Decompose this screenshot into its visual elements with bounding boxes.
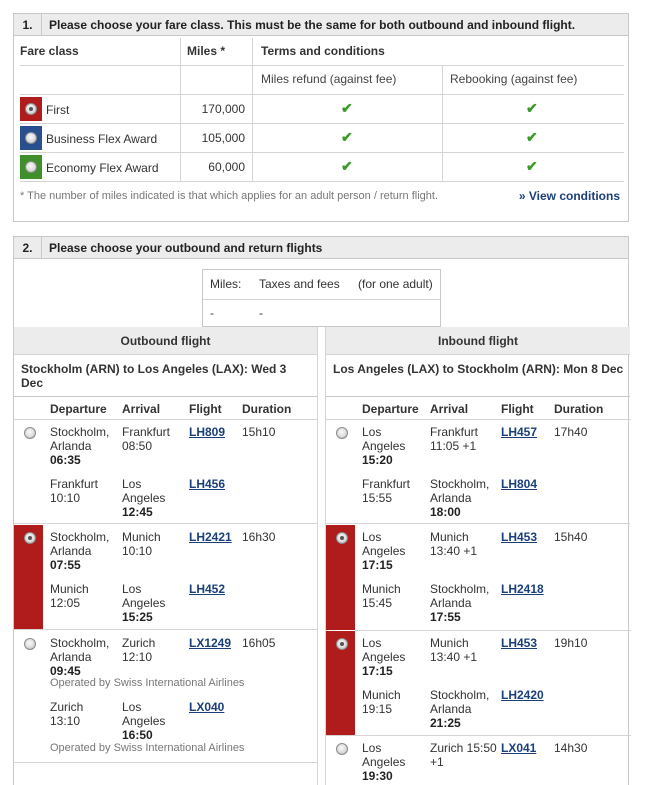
- rebook-column-header: Rebooking (against fee): [450, 72, 578, 86]
- departure-time: 07:55: [50, 558, 81, 572]
- inbound-option-selected[interactable]: [326, 525, 630, 630]
- outbound-option[interactable]: [14, 420, 317, 524]
- departure-place: Stockholm, Arlanda: [50, 425, 110, 453]
- flight-number-link[interactable]: LH809: [189, 425, 226, 439]
- arrival-cell: [122, 700, 184, 742]
- departure-place: Stockholm, Arlanda: [50, 636, 110, 664]
- fare-label: Business Flex Award: [46, 132, 158, 146]
- outbound-option-radio[interactable]: [24, 532, 36, 544]
- departure-time: 19:30: [362, 769, 393, 783]
- flight-header: Flight: [501, 402, 534, 416]
- arrival-cell: [430, 477, 498, 519]
- check-icon: ✔: [526, 158, 538, 174]
- fare-class-column-header: Fare class: [20, 44, 79, 58]
- departure-header: Departure: [362, 402, 419, 416]
- departure-cell: Frankfurt 15:55: [362, 477, 411, 505]
- inbound-option-radio[interactable]: [336, 427, 348, 439]
- departure-cell: [50, 636, 120, 678]
- inbound-option-radio[interactable]: [336, 638, 348, 650]
- arrival-cell: Munich 13:40 +1: [430, 530, 478, 558]
- departure-time: 17:15: [362, 558, 393, 572]
- inbound-option-selected[interactable]: [326, 631, 630, 735]
- miles-label: Miles:: [210, 277, 242, 291]
- arrival-header: Arrival: [122, 402, 161, 416]
- fare-color-swatch: [20, 97, 42, 121]
- inbound-column: [325, 327, 630, 785]
- inbound-route: Los Angeles (LAX) to Stockholm (ARN): Mon 8 Dec: [326, 355, 630, 397]
- step-number: 1.: [14, 14, 42, 35]
- check-icon: ✔: [526, 100, 538, 116]
- duration-value: 15h10: [242, 425, 276, 439]
- duration-value: 15h40: [554, 530, 588, 544]
- flight-number-link[interactable]: LH456: [189, 477, 226, 491]
- departure-cell: [50, 425, 120, 467]
- outbound-option[interactable]: [14, 631, 317, 763]
- arrival-place: Stockholm, Arlanda: [430, 477, 490, 505]
- terms-column-header: Terms and conditions: [261, 44, 385, 58]
- arrival-time: 12:45: [122, 505, 153, 519]
- arrival-place: Stockholm, Arlanda: [430, 582, 490, 610]
- miles-summary-box: [202, 269, 441, 327]
- departure-place: Los Angeles: [362, 530, 406, 558]
- outbound-title: Outbound flight: [14, 327, 317, 355]
- arrival-cell: [122, 477, 184, 519]
- departure-cell: Munich 19:15: [362, 688, 401, 716]
- outbound-option-radio[interactable]: [24, 638, 36, 650]
- flight-header: Flight: [189, 402, 222, 416]
- departure-time: 15:20: [362, 453, 393, 467]
- departure-time: 17:15: [362, 664, 393, 678]
- flight-number-link[interactable]: LX1249: [189, 636, 232, 650]
- arrival-cell: Munich 10:10: [122, 530, 161, 558]
- arrival-time: 16:50: [122, 728, 153, 742]
- flight-number-link[interactable]: LH2420: [501, 688, 544, 702]
- departure-cell: [362, 636, 422, 678]
- arrival-cell: Munich 13:40 +1: [430, 636, 478, 664]
- fare-class-header: [14, 14, 628, 36]
- outbound-option-radio[interactable]: [24, 427, 36, 439]
- fare-class-section: [13, 13, 629, 222]
- taxes-value: -: [259, 306, 263, 320]
- arrival-place: Stockholm, Arlanda: [430, 688, 490, 716]
- duration-value: 16h05: [242, 636, 276, 650]
- departure-cell: Frankfurt 10:10: [50, 477, 99, 505]
- view-conditions-link[interactable]: » View conditions: [518, 189, 620, 203]
- refund-column-header: Miles refund (against fee): [261, 72, 397, 86]
- step-number: 2.: [14, 237, 42, 258]
- arrival-cell: [122, 582, 184, 624]
- flight-number-link[interactable]: LX041: [501, 741, 537, 755]
- inbound-title: Inbound flight: [326, 327, 630, 355]
- duration-value: 17h40: [554, 425, 588, 439]
- departure-cell: [362, 425, 422, 467]
- fare-miles: 105,000: [201, 131, 245, 145]
- departure-place: Los Angeles: [362, 741, 406, 769]
- departure-cell: Munich 12:05: [50, 582, 89, 610]
- arrival-header: Arrival: [430, 402, 469, 416]
- fare-miles: 170,000: [201, 102, 245, 116]
- arrival-cell: [430, 688, 498, 730]
- duration-value: 16h30: [242, 530, 276, 544]
- arrival-time: 15:25: [122, 610, 153, 624]
- taxes-label: Taxes and fees: [259, 277, 340, 291]
- flight-number-link[interactable]: LH453: [501, 636, 538, 650]
- flight-number-link[interactable]: LH453: [501, 530, 538, 544]
- fare-color-swatch: [20, 155, 42, 179]
- duration-header: Duration: [554, 402, 604, 416]
- flight-number-link[interactable]: LH804: [501, 477, 538, 491]
- flight-number-link[interactable]: LH457: [501, 425, 538, 439]
- flights-header: [14, 237, 628, 259]
- flight-number-link[interactable]: LX040: [189, 700, 225, 714]
- departure-time: 09:45: [50, 664, 81, 678]
- arrival-cell: [430, 582, 498, 624]
- departure-header: Departure: [50, 402, 107, 416]
- departure-time: 06:35: [50, 453, 81, 467]
- flight-number-link[interactable]: LH2421: [189, 530, 232, 544]
- operated-by-note: Operated by Swiss International Airlines: [50, 742, 245, 754]
- check-icon: ✔: [526, 129, 538, 145]
- inbound-option-radio[interactable]: [336, 532, 348, 544]
- section-title: Please choose your fare class. This must be the same for both outbound and inbound flight.: [49, 17, 576, 32]
- duration-header: Duration: [242, 402, 292, 416]
- flight-number-link[interactable]: LH452: [189, 582, 226, 596]
- fare-radio-economy[interactable]: [25, 161, 37, 173]
- departure-place: Los Angeles: [362, 636, 406, 664]
- check-icon: ✔: [341, 158, 353, 174]
- departure-place: Stockholm, Arlanda: [50, 530, 110, 558]
- duration-value: 14h30: [554, 741, 588, 755]
- adult-label: (for one adult): [358, 277, 433, 291]
- inbound-option-radio[interactable]: [336, 743, 348, 755]
- flights-section: [13, 236, 629, 785]
- outbound-column: [14, 327, 318, 785]
- departure-cell: Munich 15:45: [362, 582, 401, 610]
- miles-column-header: Miles *: [187, 44, 226, 58]
- arrival-time: 18:00: [430, 505, 461, 519]
- fare-label: Economy Flex Award: [46, 161, 159, 175]
- fare-radio-business[interactable]: [25, 132, 37, 144]
- arrival-cell: Frankfurt 08:50: [122, 425, 171, 453]
- departure-cell: [50, 530, 120, 572]
- arrival-place: Los Angeles: [122, 582, 166, 610]
- miles-value: -: [210, 306, 214, 320]
- miles-footnote: * The number of miles indicated is that which applies for an adult person / return flight.: [20, 190, 439, 202]
- arrival-time: 21:25: [430, 716, 461, 730]
- arrival-place: Los Angeles: [122, 700, 166, 728]
- arrival-cell: Frankfurt 11:05 +1: [430, 425, 479, 453]
- check-icon: ✔: [341, 100, 353, 116]
- departure-cell: Zurich 13:10: [50, 700, 84, 728]
- operated-by-note: Operated by Swiss International Airlines: [50, 677, 245, 689]
- arrival-place: Los Angeles: [122, 477, 166, 505]
- departure-cell: [362, 530, 422, 572]
- departure-cell: [362, 741, 422, 783]
- arrival-cell: Zurich 12:10: [122, 636, 156, 664]
- outbound-route: Stockholm (ARN) to Los Angeles (LAX): Wed 3 Dec: [14, 355, 317, 397]
- fare-radio-first[interactable]: [25, 103, 37, 115]
- flight-number-link[interactable]: LH2418: [501, 582, 544, 596]
- outbound-option-selected[interactable]: [14, 525, 317, 630]
- inbound-option[interactable]: [326, 736, 630, 785]
- departure-place: Los Angeles: [362, 425, 406, 453]
- arrival-time: 17:55: [430, 610, 461, 624]
- arrival-cell: Zurich 15:50 +1: [430, 741, 497, 769]
- check-icon: ✔: [341, 129, 353, 145]
- fare-miles: 60,000: [208, 160, 245, 174]
- inbound-option[interactable]: [326, 420, 630, 524]
- fare-label: First: [46, 103, 70, 117]
- duration-value: 19h10: [554, 636, 588, 650]
- section-title: Please choose your outbound and return flights: [49, 240, 323, 255]
- fare-color-swatch: [20, 126, 42, 150]
